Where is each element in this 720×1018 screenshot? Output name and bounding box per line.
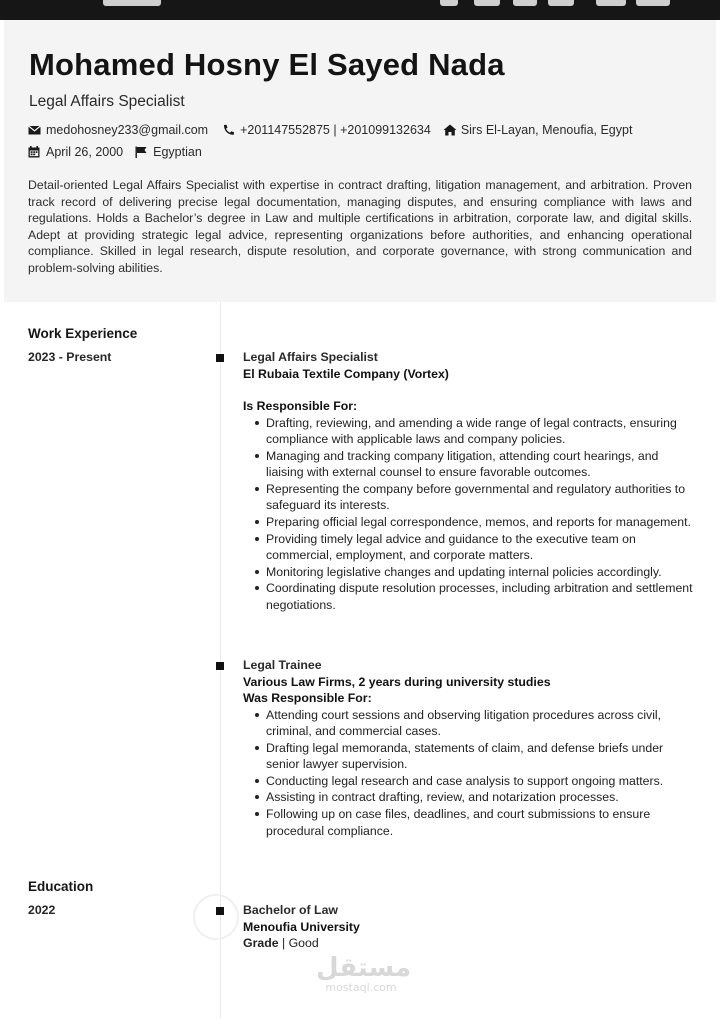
contact-location: [443, 123, 633, 137]
calendar-icon: [28, 146, 42, 158]
list-item: Attending court sessions and observing litigation procedures across civil, criminal, and commercial cases.: [253, 707, 695, 740]
company-name: Various Law Firms, 2 years during university studies: [243, 674, 551, 689]
candidate-name: Mohamed Hosny El Sayed Nada: [29, 47, 505, 82]
timeline-marker: [216, 662, 224, 670]
home-icon: [443, 124, 457, 136]
timeline-ring: [193, 894, 239, 940]
list-item: Preparing official legal correspondence, memos, and reports for management.: [253, 514, 695, 531]
grade-separator: |: [281, 936, 289, 950]
degree: Bachelor of Law: [243, 903, 338, 917]
job-title: Legal Trainee: [243, 658, 322, 672]
work-date-1: 2023 - Present: [28, 350, 112, 364]
grade-value: Good: [288, 936, 319, 950]
flag-icon: [135, 146, 149, 158]
email-text: medohosney233@gmail.com: [46, 123, 209, 137]
responsibilities-label: Was Responsible For:: [243, 691, 372, 705]
list-item: Drafting, reviewing, and amending a wide range of legal contracts, ensuring compliance with applicable laws and company policies.: [253, 415, 695, 448]
education-entry: [243, 902, 695, 952]
birth-date-text: April 26, 2000: [46, 145, 124, 159]
work-entry-1: [243, 349, 695, 614]
phone-text: +201147552875 | +201099132634: [240, 123, 431, 137]
list-item: Monitoring legislative changes and updating internal policies accordingly.: [253, 564, 695, 581]
status-bar-indicator: [596, 0, 626, 6]
timeline-marker: [216, 907, 224, 915]
candidate-title: Legal Affairs Specialist: [29, 93, 185, 110]
responsibilities-list: [253, 415, 695, 614]
contact-nationality: [135, 145, 202, 159]
education-heading: Education: [28, 879, 94, 894]
school-name: Menoufia University: [243, 919, 360, 934]
spacer: [243, 382, 695, 398]
list-item: Representing the company before governmental and regulatory authorities to safeguard its interests.: [253, 481, 695, 514]
contact-row-2: [28, 145, 214, 159]
status-bar-indicator: [548, 0, 574, 6]
contact-email[interactable]: [28, 123, 208, 137]
responsibilities-label: Is Responsible For:: [243, 399, 358, 413]
status-bar: [0, 0, 720, 20]
resume-page: [4, 20, 716, 1018]
work-experience-heading: Work Experience: [28, 326, 138, 341]
resume-header: [4, 20, 716, 302]
watermark-arabic: مستقل: [316, 953, 412, 983]
mostaql-watermark: [316, 953, 412, 994]
status-bar-indicator: [474, 0, 500, 6]
envelope-icon: [28, 124, 42, 136]
phone-icon: [222, 124, 236, 136]
grade-line: [243, 935, 695, 952]
list-item: Managing and tracking company litigation, attending court hearings, and liaising with external counsel to ensure favorable outcomes.: [253, 448, 695, 481]
timeline-marker: [216, 354, 224, 362]
status-bar-indicator: [103, 0, 161, 6]
status-bar-indicator: [513, 0, 537, 6]
contact-birth-date: [28, 145, 123, 159]
work-entry-2: [243, 657, 695, 839]
status-bar-indicator: [440, 0, 458, 6]
professional-summary: Detail-oriented Legal Affairs Specialist with expertise in contract drafting, litigation management, and arbitration. Proven track record of delivering precise legal documentation, managing disputes, and ensuring compliance with laws and regulations. Holds a Bachelor’s degree in Law and multiple certifications in arbitration, corporate law, and digital skills. Adept at providing strategic legal advice, representing organizations before authorities, and enhancing operational compliance. Skilled in legal research, dispute resolution, and corporate governance, with strong communication and problem-solving abilities.: [28, 178, 692, 275]
contact-phone[interactable]: [222, 123, 431, 137]
location-text: Sirs El-Layan, Menoufia, Egypt: [460, 123, 633, 137]
list-item: Coordinating dispute resolution processes, including arbitration and settlement negotiations.: [253, 580, 695, 613]
list-item: Providing timely legal advice and guidance to the executive team on commercial, employment, and corporate matters.: [253, 531, 695, 564]
job-title: Legal Affairs Specialist: [243, 350, 378, 364]
list-item: Conducting legal research and case analysis to support ongoing matters.: [253, 773, 695, 790]
battery-icon: [636, 0, 670, 6]
company-name: El Rubaia Textile Company (Vortex): [243, 366, 449, 381]
list-item: Drafting legal memoranda, statements of claim, and defense briefs under senior lawyer supervision.: [253, 740, 695, 773]
responsibilities-list: [253, 707, 695, 840]
watermark-latin: mostaql.com: [325, 981, 397, 994]
nationality-text: Egyptian: [153, 145, 202, 159]
contact-row-1: [28, 123, 644, 137]
list-item: Assisting in contract drafting, review, and notarization processes.: [253, 789, 695, 806]
education-date: 2022: [28, 903, 56, 917]
list-item: Following up on case files, deadlines, and court submissions to ensure procedural compliance.: [253, 806, 695, 839]
grade-label: Grade: [243, 936, 279, 950]
